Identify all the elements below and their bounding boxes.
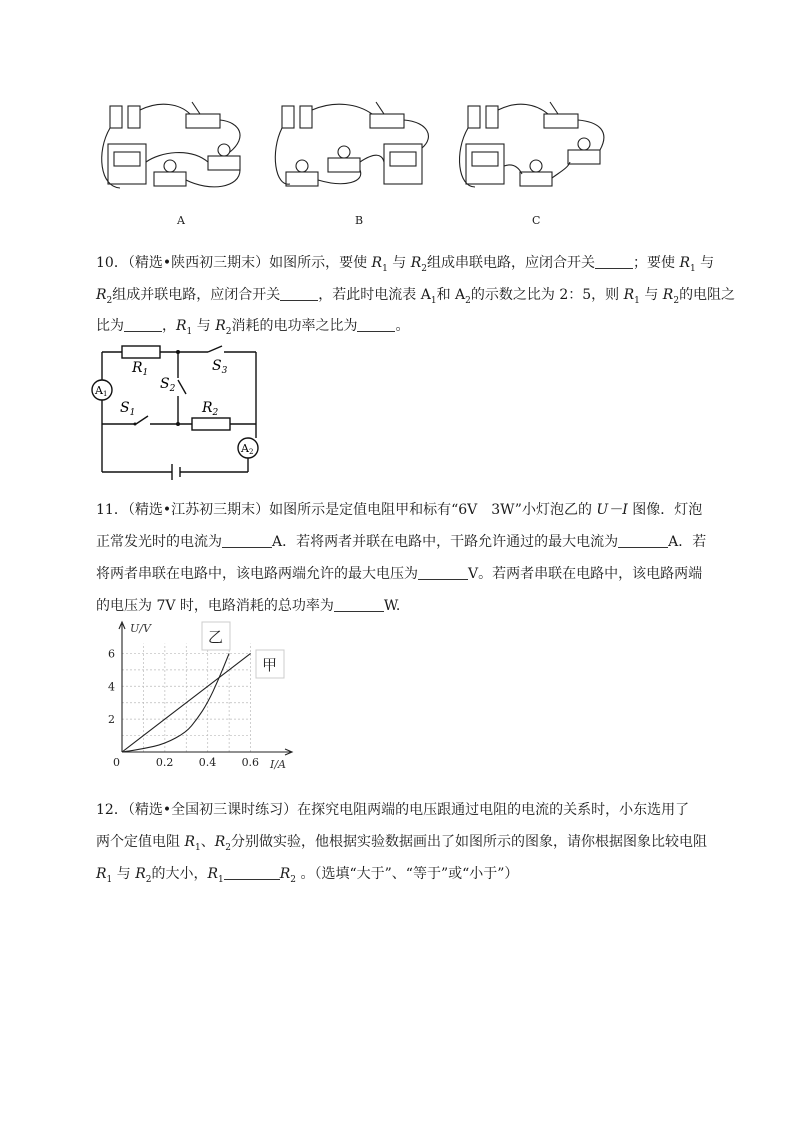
answer-blank[interactable] [280,286,318,301]
answer-blank[interactable] [618,533,668,548]
answer-blank[interactable] [334,597,384,612]
s1-label: $S_1$ [120,400,136,418]
r2-label: $R_2$ [202,400,219,418]
y-tick-label: 4 [108,680,115,694]
a1-label: A1 [95,384,108,398]
resistor-r1 [122,346,160,358]
q11-line-1: 11．（精选•江苏初三期末）如图所示是定值电阻甲和标有“6V 3W”小灯泡乙的 U－I 图像．灯泡 [96,502,703,518]
wiring-figure-b [275,102,428,186]
q12-line-3: $R_1$ 与 $R_2$的大小，$R_1$ $R_2$ 。（选填“大于”、“等于”或“小于”） [96,866,519,885]
figure-label-b: B [355,214,364,227]
x-tick-label: 0.6 [241,756,260,769]
y-tick-label: 2 [108,713,115,727]
answer-blank[interactable] [224,865,280,880]
answer-blank[interactable] [595,254,633,269]
q10-line-3: 比为 ，$R_1$ 与 $R_2$消耗的电功率之比为 。 [96,318,410,337]
answer-blank[interactable] [124,317,162,332]
figure-label-c: C [532,214,541,227]
y-tick-label: 6 [108,647,115,661]
q10-line-2: $R_2$组成并联电路，应闭合开关 ，若此时电流表 $A_1$和 $A_2$的示数之比为 2：5，则 $R_1$ 与 $R_2$的电阻之 [96,287,736,306]
answer-blank[interactable] [222,533,272,548]
answer-blank[interactable] [357,317,395,332]
q10-circuit-diagram [88,340,268,480]
x-axis-label: I/A [270,758,286,771]
series-label-yi: 乙 [208,628,224,646]
series-label-jia: 甲 [262,656,278,674]
s2-label: $S_2$ [160,376,176,394]
wiring-figure-c [460,102,604,187]
q12-line-1: 12．（精选•全国初三课时练习）在探究电阻两端的电压跟通过电阻的电流的关系时，小东选用了 [96,802,690,818]
r1-label: $R_1$ [132,360,149,378]
q11-ui-chart [100,618,300,778]
q11-line-2: 正常发光时的电流为 A．若将两者并联在电路中，干路允许通过的最大电流为 A．若 [96,534,707,550]
y-axis-label: U/V [130,622,151,635]
x-tick-label: 0 [113,756,120,769]
wiring-figures [90,92,630,212]
figure-label-a: A [177,214,185,227]
s3-label: $S_3$ [212,358,228,376]
x-tick-label: 0.2 [155,756,174,769]
q11-line-4: 的电压为 7V 时，电路消耗的总功率为 W. [96,598,401,614]
q12-line-2: 两个定值电阻 $R_1$、$R_2$分别做实验，他根据实验数据画出了如图所示的图象，请你根据图象比较电阻 [96,834,708,853]
q11-line-3: 将两者串联在电路中，该电路两端允许的最大电压为 V。若两者串联在电路中，该电路两端 [96,566,703,582]
a2-label: A2 [241,442,254,456]
x-tick-label: 0.4 [198,756,217,769]
q10-line-1: 10．（精选•陕西初三期末）如图所示，要使 $R_1$ 与 $R_2$组成串联电路，应闭合开关 ；要使 $R_1$ 与 [96,255,715,274]
answer-blank[interactable] [418,565,468,580]
wiring-figure-a [102,102,240,188]
resistor-r2 [192,418,230,430]
